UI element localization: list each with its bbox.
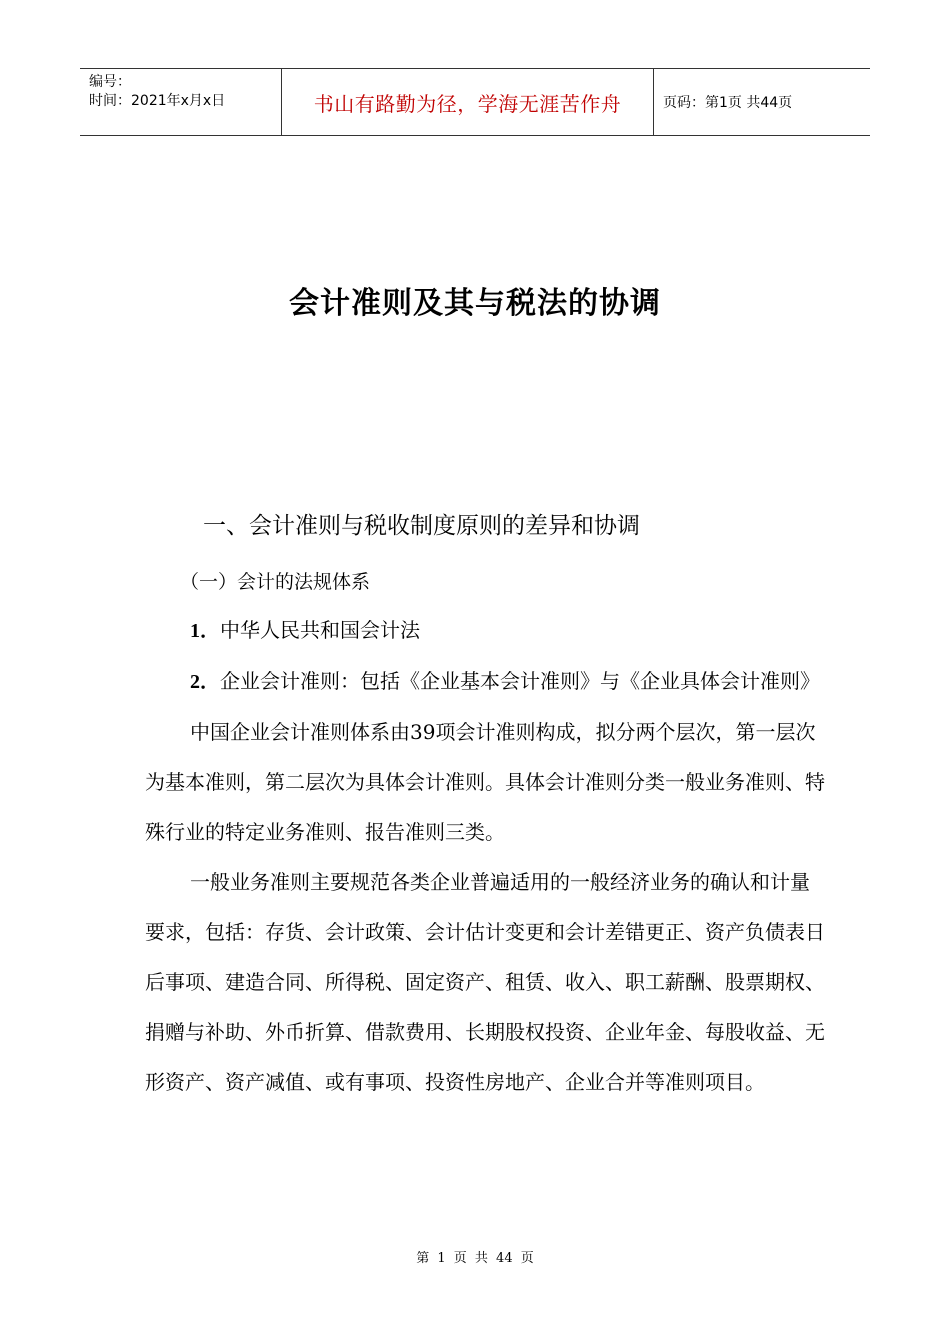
page-info: 页码：第1页 共44页: [663, 95, 793, 111]
item-text: 企业会计准则：包括《企业基本会计准则》与《企业具体会计准则》: [220, 669, 820, 693]
list-item: [145, 656, 825, 707]
page-header: [80, 68, 870, 136]
body-paragraph: 中国企业会计准则体系由39项会计准则构成，拟分两个层次，第一层次为基本准则，第二层次为具体会计准则。具体会计准则分类一般业务准则、特殊行业的特定业务准则、报告准则三类。: [145, 720, 825, 844]
time-label: 时间：2021年x月x日: [89, 93, 226, 109]
header-motto-cell: [282, 69, 654, 135]
page-footer: 第 1 页 共 44 页: [416, 1251, 534, 1266]
header-page-cell: [654, 69, 870, 135]
body-paragraph: 一般业务准则主要规范各类企业普遍适用的一般经济业务的确认和计量要求，包括：存货、会计政策、会计估计变更和会计差错更正、资产负债表日后事项、建造合同、所得税、固定资产、租赁、收入、职工薪酬、股票期权、捐赠与补助、外币折算、借款费用、长期股权投资、企业年金、每股收益、无形资产、资产减值、或有事项、投资性房地产、企业合并等准则项目。: [145, 870, 825, 1094]
motto-text: 书山有路勤为径，学海无涯苦作舟: [313, 91, 622, 116]
item-text: 中华人民共和国会计法: [220, 618, 420, 642]
item-number: 2．: [190, 671, 220, 693]
document-body: [145, 605, 825, 1107]
number-label: 编号：: [89, 74, 131, 90]
sub-title: （一）会计的法规体系: [180, 571, 371, 593]
list-item: [145, 605, 825, 656]
header-meta-cell: [80, 69, 282, 135]
document-title: 会计准则及其与税法的协调: [289, 286, 661, 321]
section-title: 一、会计准则与税收制度原则的差异和协调: [203, 513, 640, 539]
item-number: 1．: [190, 620, 220, 642]
